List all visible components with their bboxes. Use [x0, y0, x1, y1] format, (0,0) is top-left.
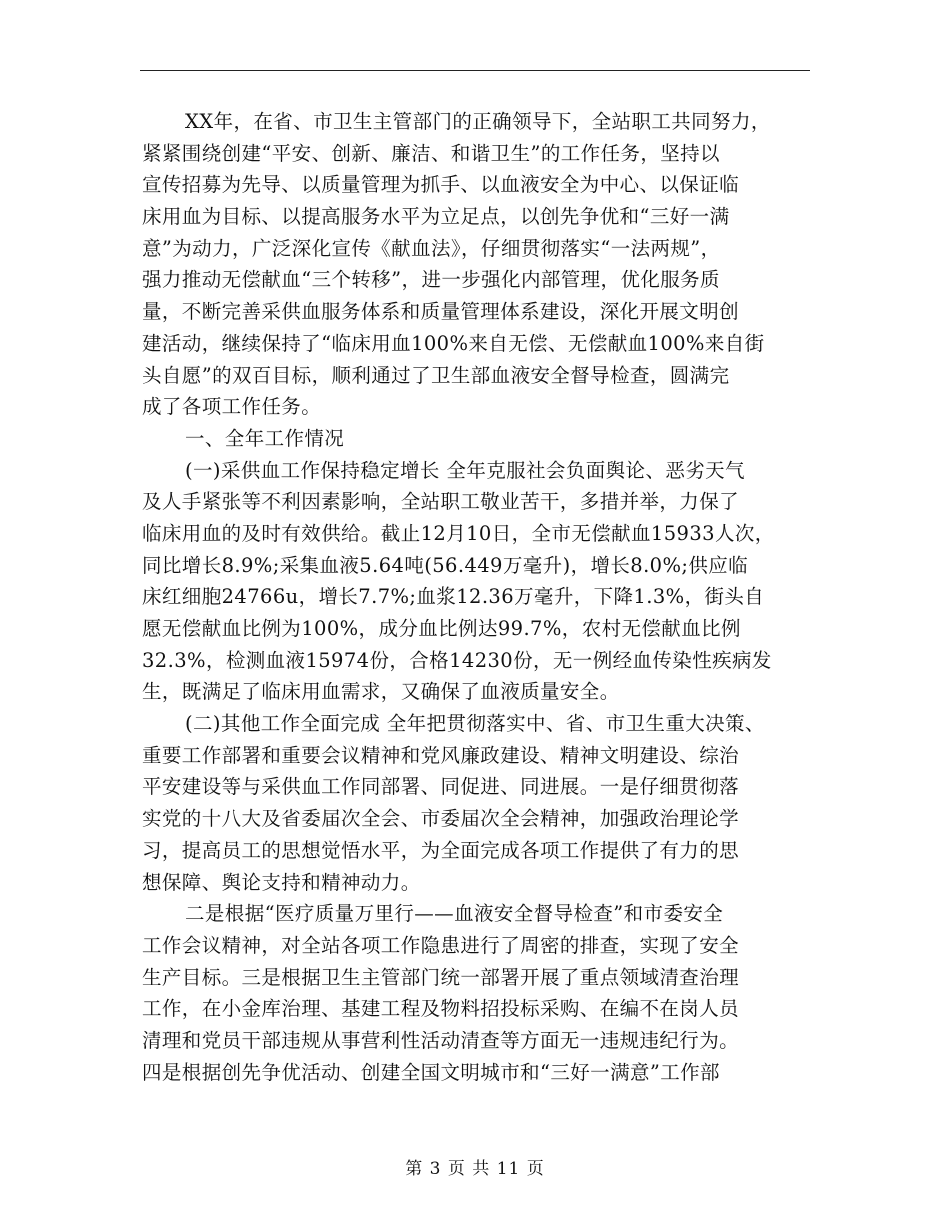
- text-line: 实党的十八大及省委届次全会、市委届次全会精神，加强政治理论学: [142, 807, 740, 831]
- page-number-footer: 第 3 页 共 11 页: [405, 1159, 545, 1179]
- text-line: 清理和党员干部违规从事营利性活动清查等方面无一违规违纪行为。: [142, 1028, 740, 1052]
- text-line: 床用血为目标、以提高服务水平为立足点，以创先争优和“三好一满: [142, 205, 730, 229]
- text-line: 床红细胞24766u，增长7.7%;血浆12.36万毫升，下降1.3%，街头自: [142, 585, 765, 609]
- text-line: 生，既满足了临床用血需求，又确保了血液质量安全。: [142, 680, 620, 704]
- text-line: 工作，在小金库治理、基建工程及物料招投标采购、在编不在岗人员: [142, 997, 740, 1021]
- text-line: 愿无偿献血比例为100%，成分血比例达99.7%，农村无偿献血比例: [142, 617, 741, 640]
- text-line: 成了各项工作任务。: [142, 395, 322, 419]
- text-line: 强力推动无偿献血“三个转移”，进一步强化内部管理，优化服务质: [142, 268, 720, 292]
- text-line: 想保障、舆论支持和精神动力。: [142, 870, 421, 894]
- text-line: 习，提高员工的思想觉悟水平，为全面完成各项工作提供了有力的思: [142, 838, 740, 862]
- text-line: 建活动，继续保持了“临床用血100%来自无偿、无偿献血100%来自街: [142, 331, 765, 355]
- subsection-heading: (二)其他工作全面完成 全年把贯彻落实中、省、市卫生重大决策、: [185, 712, 765, 736]
- text-line: 工作会议精神，对全站各项工作隐患进行了周密的排查，实现了安全: [142, 933, 740, 957]
- text-line: 生产目标。三是根据卫生主管部门统一部署开展了重点领域清查治理: [142, 965, 740, 989]
- text-line: 重要工作部署和重要会议精神和党风廉政建设、精神文明建设、综治: [142, 743, 740, 767]
- text-line: 临床用血的及时有效供给。截止12月10日，全市无偿献血15933人次，: [142, 521, 775, 545]
- text-line: 二是根据“医疗质量万里行——血液安全督导检查”和市委安全: [185, 902, 724, 926]
- text-line: 头自愿”的双百目标，顺利通过了卫生部血液安全督导检查，圆满完: [142, 363, 730, 387]
- document-body: [142, 106, 814, 1088]
- section-heading: 一、全年工作情况: [185, 426, 345, 450]
- text-line: 同比增长8.9%;采集血液5.64吨(56.449万毫升)，增长8.0%;供应临: [142, 553, 749, 577]
- text-line: 意”为动力，广泛深化宣传《献血法》，仔细贯彻落实“一法两规”，: [142, 236, 721, 260]
- text-line: 及人手紧张等不利因素影响，全站职工敬业苦干，多措并举，力保了: [142, 490, 740, 514]
- text-line: 32.3%，检测血液15974份，合格14230份，无一例经血传染性疾病发: [142, 648, 772, 672]
- text-line: 宣传招募为先导、以质量管理为抓手、以血液安全为中心、以保证临: [142, 173, 740, 197]
- text-line: 平安建设等与采供血工作同部署、同促进、同进展。一是仔细贯彻落: [142, 775, 740, 799]
- header-rule: [140, 70, 810, 71]
- text-line: 四是根据创先争优活动、创建全国文明城市和“三好一满意”工作部: [142, 1060, 720, 1084]
- text-line: 紧紧围绕创建“平安、创新、廉洁、和谐卫生”的工作任务，坚持以: [142, 141, 720, 165]
- text-line: 量，不断完善采供血服务体系和质量管理体系建设，深化开展文明创: [142, 300, 740, 324]
- text-line: XX年，在省、市卫生主管部门的正确领导下，全站职工共同努力，: [185, 110, 771, 133]
- subsection-heading: (一)采供血工作保持稳定增长 全年克服社会负面舆论、恶劣天气: [185, 458, 745, 482]
